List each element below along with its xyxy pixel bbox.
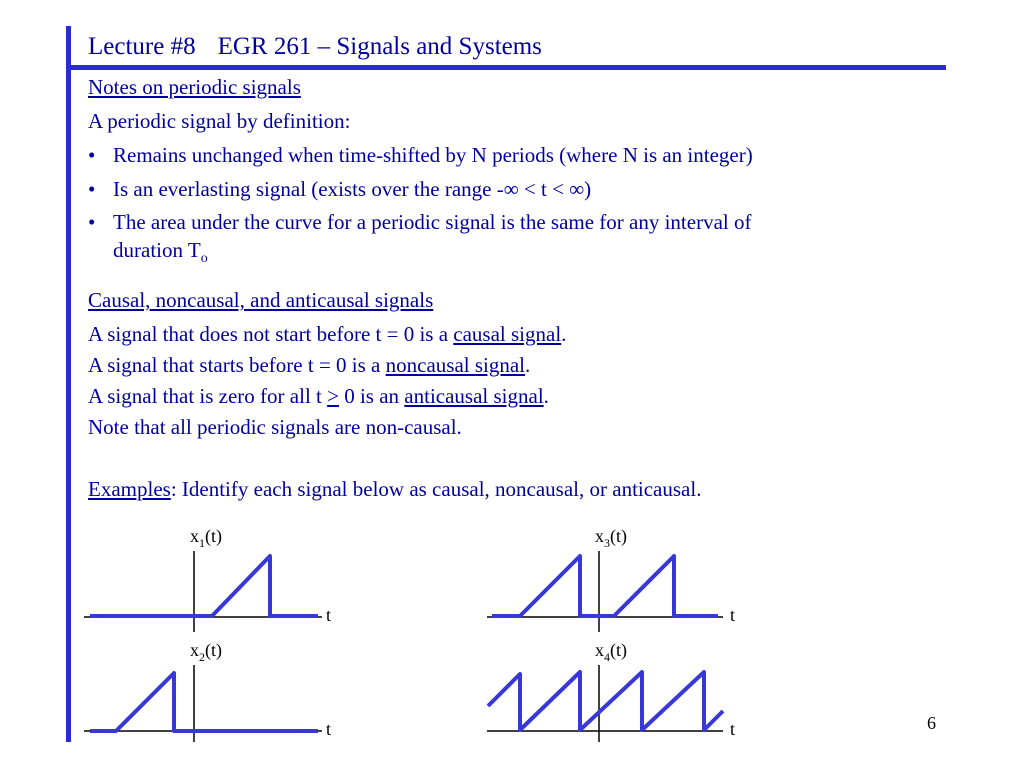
x2-label: $x_2(t)$ xyxy=(190,640,222,664)
page-number: 6 xyxy=(927,713,936,733)
x3-label: $x_3(t)$ xyxy=(595,526,627,550)
bullet-marker: • xyxy=(88,210,96,234)
x2-t-label: t xyxy=(326,719,332,739)
periodic-intro: A periodic signal by definition: xyxy=(88,109,351,133)
duration-text: duration T xyxy=(113,238,201,262)
examples-label: Examples xyxy=(88,477,171,501)
bullet-marker: • xyxy=(88,143,96,167)
plot-x1 xyxy=(84,526,331,632)
causal-line-3-text: A signal that is zero for all t xyxy=(88,384,328,408)
plot-x3 xyxy=(487,526,735,632)
x1-waveform xyxy=(90,556,318,616)
noncausal-signal-term: noncausal signal xyxy=(385,353,526,377)
causal-line-1-text: A signal that does not start before t = 0 is a xyxy=(88,322,454,346)
causal-heading: Causal, noncausal, and anticausal signals xyxy=(88,288,434,312)
causal-line-4: Note that all periodic signals are non-causal. xyxy=(88,415,462,439)
ge-operator: > xyxy=(327,384,339,408)
period: . xyxy=(543,384,549,408)
x2-waveform xyxy=(90,673,318,731)
examples-text: : Identify each signal below as causal, noncausal, or anticausal. xyxy=(170,477,702,501)
period: . xyxy=(525,353,531,377)
anticausal-signal-term: anticausal signal xyxy=(404,384,544,408)
x1-t-label: t xyxy=(326,605,332,625)
periodic-bullet-3: The area under the curve for a periodic signal is the same for any interval of xyxy=(113,210,752,234)
causal-signal-term: causal signal xyxy=(453,322,562,346)
x3-waveform xyxy=(492,556,718,616)
bullet-marker: • xyxy=(88,177,96,201)
causal-line-2-text: A signal that starts before t = 0 is a xyxy=(88,353,386,377)
x4-waveform xyxy=(488,672,723,730)
plot-x2 xyxy=(84,640,331,742)
periodic-bullet-1: Remains unchanged when time-shifted by N periods (where N is an integer) xyxy=(113,143,753,167)
duration-subscript: o xyxy=(200,251,208,267)
x4-label: $x_4(t)$ xyxy=(595,640,627,664)
lecture-number: Lecture #8 xyxy=(88,33,196,60)
plot-x4 xyxy=(487,640,735,742)
x1-label: $x_1(t)$ xyxy=(190,526,222,550)
causal-line-3-mid: 0 is an xyxy=(338,384,405,408)
x3-t-label: t xyxy=(730,605,736,625)
periodic-bullet-2: Is an everlasting signal (exists over the range -∞ < t < ∞) xyxy=(113,177,592,201)
period: . xyxy=(561,322,567,346)
x4-t-label: t xyxy=(730,719,736,739)
course-title: EGR 261 – Signals and Systems xyxy=(217,33,542,60)
periodic-heading: Notes on periodic signals xyxy=(88,75,301,99)
